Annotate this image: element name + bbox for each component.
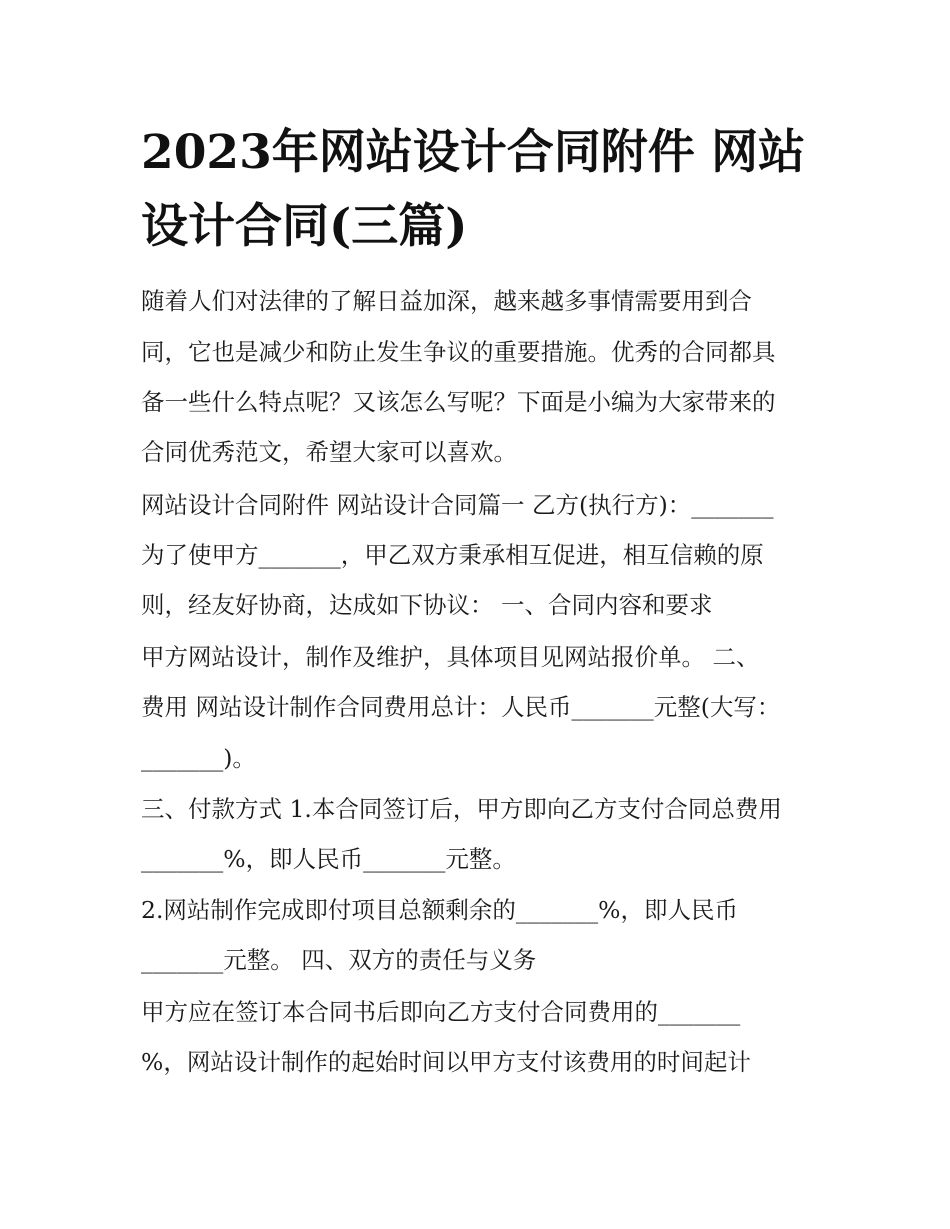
body-line: 甲方网站设计，制作及维护，具体项目见网站报价单。 二、 [141,643,760,671]
document-title: 2023年网站设计合同附件 网站设计合同(三篇) [141,125,806,254]
body-line: _______)。 [141,744,256,772]
body-line: 为了使甲方_______，甲乙双方秉承相互促进，相互信赖的原 [141,541,764,569]
body-line: 网站设计合同附件 网站设计合同篇一 乙方(执行方)：_______ [141,491,774,519]
body-line: %，网站设计制作的起始时间以甲方支付该费用的时间起计 [141,1048,751,1076]
body-line: 则，经友好协商，达成如下协议： 一、合同内容和要求 [141,591,713,619]
body-line: _______元整。 四、双方的责任与义务 [141,946,537,974]
body-line: 备一些什么特点呢？又该怎么写呢？下面是小编为大家带来的 [141,388,776,416]
body-line: 三、付款方式 1.本合同签订后，甲方即向乙方支付合同总费用 [141,795,782,823]
body-line: 2.网站制作完成即付项目总额剩余的_______%，即人民币 [141,896,739,924]
body-line: _______%，即人民币_______元整。 [141,845,516,873]
body-line: 同，它也是减少和防止发生争议的重要措施。优秀的合同都具 [141,338,776,366]
body-line: 甲方应在签订本合同书后即向乙方支付合同费用的_______ [141,998,741,1026]
body-line: 随着人们对法律的了解日益加深，越来越多事情需要用到合 [141,287,752,315]
body-line: 合同优秀范文，希望大家可以喜欢。 [141,438,517,466]
body-line: 费用 网站设计制作合同费用总计：人民币_______元整(大写： [141,693,781,721]
